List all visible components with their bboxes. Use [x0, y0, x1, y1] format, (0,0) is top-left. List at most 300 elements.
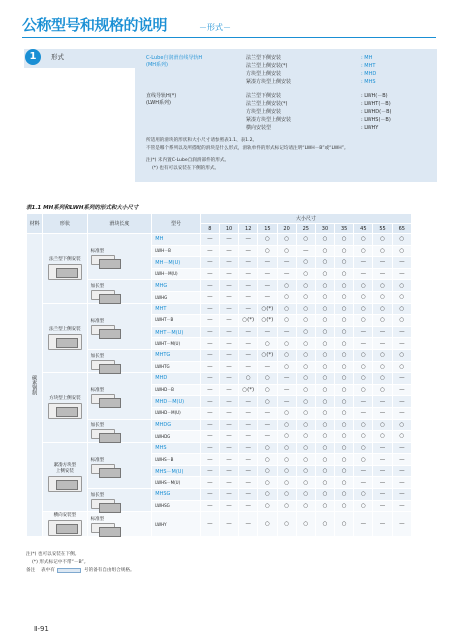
availability-cell: ○: [315, 454, 334, 466]
availability-cell: ○: [296, 396, 315, 408]
availability-cell: ○: [392, 245, 411, 257]
form-cell: [43, 303, 87, 373]
availability-cell: —: [277, 268, 296, 280]
availability-cell: ○: [296, 361, 315, 373]
slide-length-cell: [87, 303, 152, 349]
availability-cell: ○: [258, 234, 277, 246]
availability-cell: ○: [315, 442, 334, 454]
availability-cell: ○: [277, 245, 296, 257]
availability-cell: ○: [277, 291, 296, 303]
availability-cell: ○: [335, 419, 354, 431]
availability-cell: ○: [315, 384, 334, 396]
slide-diagram: [91, 394, 115, 404]
availability-cell: ○: [392, 349, 411, 361]
size-col-header: 25: [296, 224, 315, 234]
availability-cell: ○: [258, 500, 277, 512]
legend-swatch: [57, 568, 81, 573]
availability-cell: ○: [315, 234, 334, 246]
model-code: MHS－M(U): [152, 465, 200, 477]
availability-cell: —: [392, 396, 411, 408]
availability-cell: —: [258, 419, 277, 431]
type-code: : LWHY: [361, 125, 379, 131]
size-col-header: 55: [373, 224, 392, 234]
availability-cell: —: [258, 431, 277, 443]
model-code: MHT: [152, 303, 200, 315]
availability-cell: ○: [258, 373, 277, 385]
availability-cell: —: [219, 303, 238, 315]
size-col-header: 45: [354, 224, 373, 234]
model-code: LWHT－B: [152, 315, 200, 327]
availability-cell: —: [200, 315, 219, 327]
availability-cell: —: [200, 280, 219, 292]
availability-cell: —: [239, 338, 258, 350]
slide-diagram: [91, 255, 115, 265]
availability-cell: ○: [354, 500, 373, 512]
availability-cell: ○: [296, 338, 315, 350]
header-form: 形状: [43, 214, 87, 234]
form-diagram: [48, 476, 82, 492]
availability-cell: ○: [315, 477, 334, 489]
availability-cell: ○: [315, 373, 334, 385]
availability-cell: —: [200, 245, 219, 257]
size-col-header: 20: [277, 224, 296, 234]
availability-cell: ○: [335, 396, 354, 408]
availability-cell: ○: [296, 315, 315, 327]
availability-cell: ○: [277, 361, 296, 373]
availability-cell: ○: [335, 326, 354, 338]
availability-cell: ○: [335, 384, 354, 396]
slide-length-label: 加长型: [90, 423, 105, 429]
availability-cell: —: [200, 512, 219, 537]
availability-cell: ○: [258, 454, 277, 466]
type-code: : LWHT(－B): [361, 101, 391, 107]
availability-cell: —: [392, 268, 411, 280]
availability-cell: —: [373, 442, 392, 454]
availability-cell: ○: [335, 431, 354, 443]
availability-cell: —: [239, 349, 258, 361]
type-label: 法兰型上侧安装(*): [246, 101, 288, 107]
section-number-badge: 1: [25, 49, 41, 65]
availability-cell: ○: [315, 245, 334, 257]
form-cell: [43, 442, 87, 512]
availability-cell: —: [296, 245, 315, 257]
availability-cell: ○: [373, 361, 392, 373]
availability-cell: —: [200, 234, 219, 246]
model-code: LWH－M(U): [152, 268, 200, 280]
availability-cell: —: [219, 268, 238, 280]
slide-diagram: [91, 325, 115, 335]
availability-cell: —: [219, 500, 238, 512]
availability-cell: ○: [258, 477, 277, 489]
availability-cell: —: [219, 465, 238, 477]
table-row: [27, 373, 412, 385]
availability-cell: —: [392, 384, 411, 396]
availability-cell: —: [219, 454, 238, 466]
slide-length-cell: [87, 349, 152, 372]
header-size: 大小尺寸: [200, 214, 411, 224]
availability-cell: —: [200, 419, 219, 431]
type-label: 紧凑方块型上侧安装: [246, 117, 292, 123]
availability-cell: ○: [296, 326, 315, 338]
availability-cell: —: [219, 373, 238, 385]
availability-cell: ○: [335, 465, 354, 477]
availability-cell: ○: [335, 477, 354, 489]
availability-cell: —: [373, 489, 392, 501]
availability-cell: ○: [277, 500, 296, 512]
availability-cell: ○: [239, 373, 258, 385]
availability-cell: ○(*): [239, 315, 258, 327]
availability-cell: ○: [277, 431, 296, 443]
availability-cell: —: [239, 407, 258, 419]
availability-cell: —: [258, 257, 277, 269]
availability-cell: —: [219, 477, 238, 489]
form-label: 横向安装型: [53, 513, 77, 519]
slide-length-cell: [87, 234, 152, 280]
availability-cell: —: [200, 291, 219, 303]
availability-cell: —: [219, 338, 238, 350]
info-note-1: 注(*) 未内置C-Lube自润滑部件的形式。: [146, 158, 230, 163]
model-code: LWHTG: [152, 361, 200, 373]
page-subtitle: －形式－: [199, 23, 231, 32]
availability-cell: ○: [335, 489, 354, 501]
availability-cell: —: [219, 442, 238, 454]
model-code: MHD: [152, 373, 200, 385]
slide-length-cell: [87, 419, 152, 442]
model-code: LWHS－M(U): [152, 477, 200, 489]
availability-cell: ○: [373, 291, 392, 303]
availability-cell: ○: [354, 234, 373, 246]
availability-cell: ○: [335, 361, 354, 373]
type-label: 紧凑方块型上侧安装: [246, 79, 292, 85]
availability-cell: ○: [277, 303, 296, 315]
availability-cell: ○: [335, 303, 354, 315]
availability-cell: ○: [296, 234, 315, 246]
table-row: [27, 234, 412, 246]
model-code: MHTG: [152, 349, 200, 361]
availability-cell: ○: [354, 280, 373, 292]
availability-cell: ○: [296, 268, 315, 280]
availability-cell: ○: [335, 512, 354, 537]
availability-cell: —: [258, 268, 277, 280]
availability-cell: ○: [315, 512, 334, 537]
availability-cell: ○: [296, 477, 315, 489]
availability-cell: ○: [296, 291, 315, 303]
slide-length-label: 标准型: [90, 388, 105, 394]
availability-cell: —: [200, 489, 219, 501]
availability-cell: ○: [354, 315, 373, 327]
form-label: 方块型上侧安装: [49, 396, 81, 402]
availability-cell: —: [239, 257, 258, 269]
availability-cell: ○: [258, 245, 277, 257]
availability-cell: —: [219, 361, 238, 373]
availability-cell: ○: [335, 442, 354, 454]
availability-cell: —: [354, 465, 373, 477]
availability-cell: ○: [373, 373, 392, 385]
availability-cell: ○: [335, 257, 354, 269]
availability-cell: ○: [296, 373, 315, 385]
model-code: MHG: [152, 280, 200, 292]
availability-cell: ○: [392, 234, 411, 246]
availability-cell: ○: [392, 315, 411, 327]
availability-cell: —: [219, 396, 238, 408]
availability-cell: ○: [335, 280, 354, 292]
model-code: LWHG: [152, 291, 200, 303]
availability-cell: —: [200, 373, 219, 385]
header-material: 材料: [27, 214, 43, 234]
availability-cell: ○: [315, 396, 334, 408]
availability-cell: ○: [258, 384, 277, 396]
size-col-header: 12: [239, 224, 258, 234]
availability-cell: ○: [373, 419, 392, 431]
slide-length-cell: [87, 280, 152, 303]
availability-cell: ○: [296, 500, 315, 512]
availability-cell: ○: [335, 349, 354, 361]
table-row: [27, 512, 412, 537]
info-paragraph-2: 不管是哪个系列以及所搭配的滑块是什么形式，滑轨单件的形式标记均请注明“LWH－B”或“LWH”。: [146, 146, 349, 151]
availability-cell: ○: [354, 303, 373, 315]
availability-cell: —: [392, 500, 411, 512]
title-rule: [22, 37, 436, 38]
availability-cell: —: [258, 280, 277, 292]
availability-cell: —: [373, 454, 392, 466]
model-code: LWHD－M(U): [152, 407, 200, 419]
availability-cell: —: [392, 326, 411, 338]
availability-cell: —: [239, 268, 258, 280]
availability-cell: —: [239, 291, 258, 303]
availability-cell: —: [219, 326, 238, 338]
availability-cell: —: [219, 234, 238, 246]
availability-cell: ○: [354, 291, 373, 303]
form-diagram: [48, 403, 82, 419]
model-code: LWHSG: [152, 500, 200, 512]
footnote-1: 注(*) 也可以安装在下侧。: [26, 552, 80, 557]
availability-cell: —: [354, 407, 373, 419]
availability-cell: ○(*): [258, 349, 277, 361]
model-code: MHDG: [152, 419, 200, 431]
availability-cell: —: [277, 257, 296, 269]
availability-cell: ○: [373, 303, 392, 315]
series-lwh-name: 直线导轨H(*): [146, 93, 177, 99]
availability-cell: ○: [315, 257, 334, 269]
availability-cell: ○: [392, 291, 411, 303]
size-col-header: 30: [315, 224, 334, 234]
model-code: LWH－B: [152, 245, 200, 257]
availability-cell: —: [277, 373, 296, 385]
slide-length-label: 标准型: [90, 516, 105, 522]
series-mh-name: C-Lube自润滑直线导轨H: [146, 55, 203, 61]
availability-cell: ○: [373, 245, 392, 257]
availability-cell: ○: [296, 280, 315, 292]
availability-cell: —: [392, 465, 411, 477]
availability-cell: —: [354, 257, 373, 269]
availability-cell: —: [219, 315, 238, 327]
slide-length-label: 加长型: [90, 353, 105, 359]
availability-cell: ○: [335, 373, 354, 385]
availability-cell: ○: [335, 245, 354, 257]
slide-length-cell: [87, 512, 152, 537]
availability-cell: —: [392, 373, 411, 385]
availability-cell: ○: [277, 442, 296, 454]
footnote-3-post: 号的备有自由组合规格。: [84, 568, 135, 573]
availability-cell: ○: [335, 500, 354, 512]
form-diagram: [48, 334, 82, 350]
availability-cell: ○: [277, 234, 296, 246]
availability-cell: ○: [296, 303, 315, 315]
slide-length-cell: [87, 373, 152, 419]
availability-cell: ○: [373, 315, 392, 327]
form-diagram: [48, 264, 82, 280]
availability-cell: —: [200, 407, 219, 419]
availability-cell: ○(*): [258, 303, 277, 315]
availability-cell: —: [392, 489, 411, 501]
availability-cell: —: [354, 338, 373, 350]
availability-cell: ○: [277, 465, 296, 477]
header-model: 型号: [152, 214, 200, 234]
availability-cell: ○: [296, 442, 315, 454]
availability-cell: —: [392, 442, 411, 454]
availability-cell: —: [219, 431, 238, 443]
availability-cell: ○: [296, 407, 315, 419]
type-code: : MHD: [361, 71, 377, 77]
availability-cell: ○: [258, 489, 277, 501]
availability-cell: ○: [373, 431, 392, 443]
availability-cell: —: [258, 326, 277, 338]
slide-length-label: 标准型: [90, 318, 105, 324]
availability-cell: ○: [392, 280, 411, 292]
availability-cell: ○(*): [258, 315, 277, 327]
availability-cell: —: [239, 245, 258, 257]
availability-cell: —: [373, 268, 392, 280]
availability-cell: ○: [354, 489, 373, 501]
availability-cell: ○: [335, 291, 354, 303]
availability-cell: —: [239, 396, 258, 408]
size-col-header: 35: [335, 224, 354, 234]
availability-cell: ○: [296, 419, 315, 431]
type-label: 法兰型下侧安装: [246, 55, 282, 61]
form-label: 法兰型下侧安装: [49, 257, 81, 263]
availability-cell: ○: [277, 280, 296, 292]
size-table: [26, 213, 412, 537]
availability-cell: —: [258, 291, 277, 303]
availability-cell: ○: [354, 431, 373, 443]
slide-length-label: 标准型: [90, 457, 105, 463]
availability-cell: —: [277, 384, 296, 396]
availability-cell: ○: [315, 268, 334, 280]
availability-cell: ○: [354, 384, 373, 396]
availability-cell: ○: [296, 512, 315, 537]
model-code: MHD－M(U): [152, 396, 200, 408]
availability-cell: —: [354, 268, 373, 280]
availability-cell: ○: [354, 361, 373, 373]
availability-cell: ○: [392, 419, 411, 431]
availability-cell: ○: [315, 500, 334, 512]
type-code: : MHT: [361, 63, 376, 69]
availability-cell: ○: [315, 349, 334, 361]
availability-cell: —: [200, 442, 219, 454]
availability-cell: ○: [315, 465, 334, 477]
availability-cell: ○: [373, 280, 392, 292]
availability-cell: ○: [277, 338, 296, 350]
slide-diagram: [91, 429, 115, 439]
availability-cell: ○: [335, 268, 354, 280]
info-panel: [135, 49, 437, 182]
availability-cell: ○: [354, 454, 373, 466]
material-cell: 碳素钢制: [27, 234, 43, 537]
availability-cell: ○: [392, 303, 411, 315]
model-code: LWHDG: [152, 431, 200, 443]
availability-cell: —: [200, 303, 219, 315]
availability-cell: —: [239, 326, 258, 338]
availability-cell: —: [239, 465, 258, 477]
availability-cell: —: [239, 234, 258, 246]
model-code: MHSG: [152, 489, 200, 501]
footnote-3-pre: 表中有: [41, 568, 55, 573]
availability-cell: ○: [277, 315, 296, 327]
availability-cell: —: [200, 268, 219, 280]
availability-cell: —: [239, 280, 258, 292]
availability-cell: ○: [335, 454, 354, 466]
availability-cell: ○: [373, 384, 392, 396]
availability-cell: —: [373, 512, 392, 537]
availability-cell: —: [219, 280, 238, 292]
availability-cell: ○: [315, 280, 334, 292]
availability-cell: —: [239, 419, 258, 431]
availability-cell: —: [239, 454, 258, 466]
model-code: LWHT－M(U): [152, 338, 200, 350]
availability-cell: —: [200, 454, 219, 466]
availability-cell: —: [219, 257, 238, 269]
availability-cell: ○: [315, 407, 334, 419]
availability-cell: —: [219, 384, 238, 396]
model-code: LWHS－B: [152, 454, 200, 466]
availability-cell: ○: [258, 442, 277, 454]
availability-cell: —: [392, 407, 411, 419]
availability-cell: ○: [277, 407, 296, 419]
model-code: MH－M(U): [152, 257, 200, 269]
page-title: 公称型号和规格的说明: [22, 16, 168, 34]
form-cell: [43, 373, 87, 443]
form-diagram: [48, 520, 82, 536]
availability-cell: —: [219, 489, 238, 501]
model-code: LWHD－B: [152, 384, 200, 396]
availability-cell: —: [239, 431, 258, 443]
availability-cell: ○: [354, 442, 373, 454]
type-code: : MH: [361, 55, 373, 61]
slide-diagram: [91, 290, 115, 300]
info-paragraph-1: 所适用的滑块的形状和大小尺寸请参照表1.1、表1.2。: [146, 138, 258, 143]
availability-cell: ○: [335, 338, 354, 350]
availability-cell: —: [354, 396, 373, 408]
availability-cell: ○: [392, 361, 411, 373]
form-label: 紧凑方块型 上侧安装: [53, 462, 77, 474]
size-col-header: 15: [258, 224, 277, 234]
availability-cell: —: [219, 512, 238, 537]
availability-cell: —: [373, 407, 392, 419]
footnote-2: (*) 形式标记中不带“－B”。: [32, 560, 89, 565]
type-label: 方块型上侧安装: [246, 109, 282, 115]
availability-cell: —: [200, 500, 219, 512]
availability-cell: —: [200, 477, 219, 489]
slide-length-label: 加长型: [90, 283, 105, 289]
slide-diagram: [91, 523, 115, 533]
availability-cell: —: [373, 338, 392, 350]
availability-cell: —: [258, 361, 277, 373]
availability-cell: ○: [315, 431, 334, 443]
slide-diagram: [91, 499, 115, 509]
availability-cell: —: [200, 431, 219, 443]
page-number: Ⅱ-91: [34, 625, 49, 633]
availability-cell: —: [392, 454, 411, 466]
